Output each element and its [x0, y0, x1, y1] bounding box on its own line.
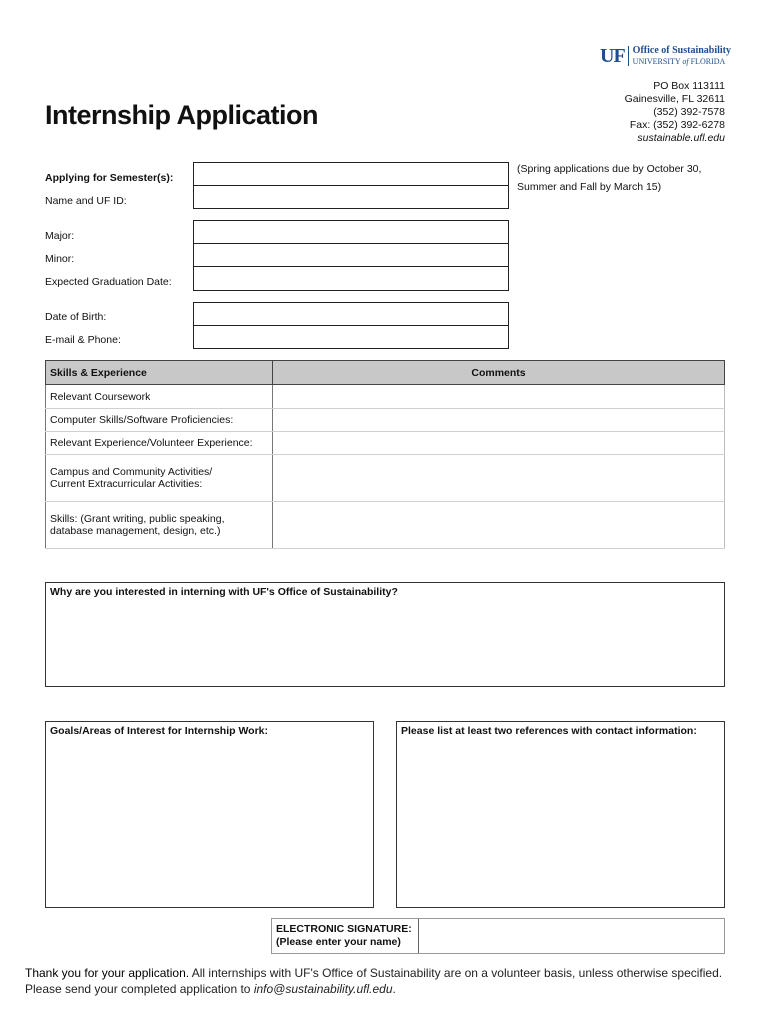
- references-answer-box[interactable]: [396, 721, 725, 908]
- name-uf-id-input[interactable]: [193, 185, 509, 209]
- table-header-row: [46, 361, 725, 385]
- address-phone: (352) 392-7578: [653, 106, 725, 118]
- signature-label: [272, 919, 419, 953]
- table-row: [46, 432, 725, 455]
- table-row: [46, 409, 725, 432]
- address-line: Gainesville, FL 32611: [624, 93, 725, 105]
- contact-address: [625, 80, 725, 145]
- deadline-note-line: (Spring applications due by October 30,: [517, 163, 702, 175]
- interest-question-label: Why are you interested in interning with UF's Office of Sustainability?: [50, 586, 398, 598]
- logo-office-name: Office of Sustainability: [632, 45, 732, 56]
- goals-answer-box[interactable]: [45, 721, 374, 908]
- uf-logo-mark: UF: [600, 45, 625, 67]
- logo-university-name: [633, 56, 731, 67]
- uf-sustainability-logo: [600, 45, 731, 67]
- minor-input[interactable]: [193, 243, 509, 267]
- row-label-line: Skills: (Grant writing, public speaking,: [50, 513, 225, 525]
- address-fax: Fax: (352) 392-6278: [629, 119, 725, 131]
- semester-deadline-note: [517, 160, 701, 196]
- row-label-line: database management, design, etc.): [50, 525, 221, 537]
- row-label: Computer Skills/Software Proficiencies:: [46, 409, 273, 432]
- logo-text: [633, 45, 731, 67]
- name-uf-id-label: Name and UF ID:: [45, 195, 127, 207]
- comments-column-header: Comments: [273, 361, 725, 385]
- footer-line: [25, 965, 722, 981]
- goals-question-label: Goals/Areas of Interest for Internship Work:: [50, 725, 269, 737]
- row-label-line: Current Extracurricular Activities:: [50, 478, 203, 490]
- major-label: Major:: [45, 230, 75, 242]
- semester-input[interactable]: [193, 162, 509, 186]
- logo-florida-word: FLORIDA: [688, 57, 726, 66]
- footer-period: .: [392, 982, 396, 996]
- comment-cell[interactable]: [273, 409, 725, 432]
- footer-email-link[interactable]: info@sustainability.ufl.edu: [253, 982, 393, 996]
- comment-cell[interactable]: [273, 432, 725, 455]
- row-label: Relevant Experience/Volunteer Experience:: [46, 432, 273, 455]
- references-question-label: Please list at least two references with contact information:: [401, 725, 697, 737]
- signature-input[interactable]: [419, 919, 724, 953]
- footer-thanks: Thank you for your application.: [25, 966, 190, 980]
- footer-line: [25, 981, 722, 997]
- semester-label: Applying for Semester(s):: [45, 172, 174, 184]
- minor-label: Minor:: [45, 253, 75, 265]
- row-label: Relevant Coursework: [46, 385, 273, 409]
- row-label: [46, 502, 273, 549]
- comment-cell[interactable]: [273, 385, 725, 409]
- signature-label-line: ELECTRONIC SIGNATURE:: [276, 923, 412, 935]
- interest-answer-box[interactable]: [45, 582, 725, 687]
- logo-university-word: UNIVERSITY: [632, 57, 683, 66]
- page-title: Internship Application: [45, 100, 319, 130]
- comment-cell[interactable]: [273, 502, 725, 549]
- graduation-date-input[interactable]: [193, 266, 509, 291]
- logo-of-word: of: [682, 57, 689, 66]
- address-line: PO Box 113111: [653, 80, 725, 92]
- table-row: [46, 385, 725, 409]
- logo-divider: [628, 46, 629, 66]
- deadline-note-line: Summer and Fall by March 15): [517, 181, 662, 193]
- table-row: [46, 455, 725, 502]
- footer-send-text: Please send your completed application to: [25, 982, 254, 996]
- date-of-birth-label: Date of Birth:: [45, 311, 107, 323]
- skills-column-header: Skills & Experience: [46, 361, 273, 385]
- email-phone-input[interactable]: [193, 325, 509, 349]
- row-label-line: Campus and Community Activities/: [50, 466, 213, 478]
- electronic-signature-row: [271, 918, 725, 954]
- address-website: sustainable.ufl.edu: [637, 132, 725, 144]
- comment-cell[interactable]: [273, 455, 725, 502]
- email-phone-label: E-mail & Phone:: [45, 334, 121, 346]
- footer-volunteer-text: All internships with UF's Office of Sustainability are on a volunteer basis, unless otherwise specified.: [189, 966, 723, 980]
- graduation-date-label: Expected Graduation Date:: [45, 276, 172, 288]
- footer-note: [25, 965, 722, 997]
- major-input[interactable]: [193, 220, 509, 244]
- signature-label-line: (Please enter your name): [276, 936, 401, 948]
- skills-experience-table: [45, 360, 725, 549]
- date-of-birth-input[interactable]: [193, 302, 509, 326]
- table-row: [46, 502, 725, 549]
- row-label: [46, 455, 273, 502]
